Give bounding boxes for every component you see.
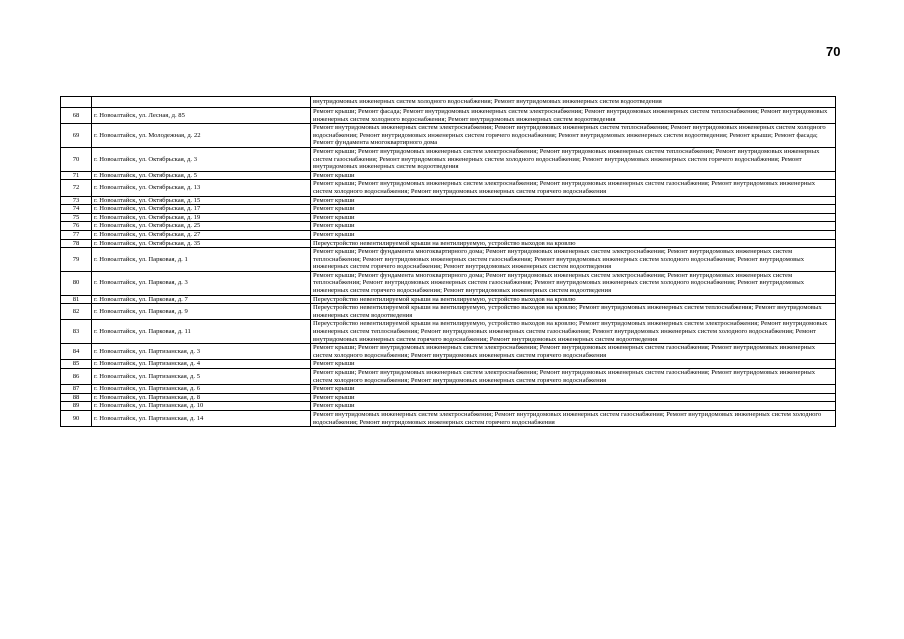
row-number-cell: 73 — [61, 196, 92, 205]
table-row — [61, 147, 836, 171]
address-cell: г. Новоалтайск, ул. Партизанская, д. 3 — [92, 344, 311, 360]
row-number-cell — [61, 97, 92, 108]
repair-table-container — [60, 96, 830, 427]
table-row — [61, 271, 836, 295]
address-cell: г. Новоалтайск, ул. Парковая, д. 9 — [92, 304, 311, 320]
works-cell: Ремонт крыши; Ремонт фасада; Ремонт внутридомовых инженерных систем электроснабжения; Ремонт внутридомовых инженерных систем теплоснабжения; Ремонт внутридомовых инженерных систем холодного водоснабжения; Ремонт внутридомовых инженерных систем водоотведения — [311, 108, 836, 124]
table-row — [61, 295, 836, 304]
row-number-cell: 68 — [61, 108, 92, 124]
address-cell: г. Новоалтайск, ул. Молодежная, д. 22 — [92, 124, 311, 148]
table-row — [61, 385, 836, 394]
works-cell: Переустройство невентилируемой крыши на вентилируемую, устройство выходов на кровлю — [311, 239, 836, 248]
table-row — [61, 180, 836, 196]
address-cell: г. Новоалтайск, ул. Октябрьская, д. 3 — [92, 147, 311, 171]
address-cell: г. Новоалтайск, ул. Парковая, д. 7 — [92, 295, 311, 304]
works-cell: Ремонт крыши; Ремонт внутридомовых инженерных систем электроснабжения; Ремонт внутридомовых инженерных систем газоснабжения; Ремонт внутридомовых инженерных систем холодного водоснабжения; Ремонт внутридомовых инженерных систем горячего водоснабжения — [311, 369, 836, 385]
works-cell: Ремонт крыши — [311, 205, 836, 214]
table-row — [61, 304, 836, 320]
table-row — [61, 124, 836, 148]
address-cell: г. Новоалтайск, ул. Партизанская, д. 8 — [92, 393, 311, 402]
table-row — [61, 230, 836, 239]
works-cell: Ремонт крыши — [311, 360, 836, 369]
works-cell: Переустройство невентилируемой крыши на вентилируемую, устройство выходов на кровлю; Ремонт внутридомовых инженерных систем электроснабжения; Ремонт внутридомовых инженерных систем теплоснабжения; Ремонт внутридомовых инженерных систем газоснабжения; Ремонт внутридомовых инженерных систем холодного водоснабжения; Ремонт внутридомовых инженерных систем горячего водоснабжения; Ремонт внутридомовых инженерных систем водоотведения — [311, 320, 836, 344]
row-number-cell: 82 — [61, 304, 92, 320]
works-cell: Ремонт крыши — [311, 171, 836, 180]
works-cell: Ремонт крыши — [311, 196, 836, 205]
row-number-cell: 79 — [61, 248, 92, 272]
works-cell: Ремонт крыши — [311, 230, 836, 239]
address-cell: г. Новоалтайск, ул. Октябрьская, д. 13 — [92, 180, 311, 196]
row-number-cell: 76 — [61, 222, 92, 231]
table-row — [61, 360, 836, 369]
table-row — [61, 222, 836, 231]
row-number-cell: 69 — [61, 124, 92, 148]
table-row — [61, 205, 836, 214]
works-cell: Ремонт внутридомовых инженерных систем электроснабжения; Ремонт внутридомовых инженерных систем газоснабжения; Ремонт внутридомовых инженерных систем холодного водоснабжения; Ремонт внутридомовых инженерных систем горячего водоснабжения — [311, 410, 836, 426]
repair-table-body — [61, 97, 836, 427]
works-cell: Ремонт крыши — [311, 222, 836, 231]
address-cell — [92, 97, 311, 108]
row-number-cell: 70 — [61, 147, 92, 171]
works-cell: Ремонт крыши — [311, 213, 836, 222]
table-row — [61, 248, 836, 272]
address-cell: г. Новоалтайск, ул. Октябрьская, д. 35 — [92, 239, 311, 248]
row-number-cell: 80 — [61, 271, 92, 295]
works-cell: Ремонт крыши — [311, 385, 836, 394]
row-number-cell: 78 — [61, 239, 92, 248]
address-cell: г. Новоалтайск, ул. Партизанская, д. 10 — [92, 402, 311, 411]
table-row — [61, 213, 836, 222]
address-cell: г. Новоалтайск, ул. Партизанская, д. 4 — [92, 360, 311, 369]
table-row — [61, 196, 836, 205]
table-row — [61, 410, 836, 426]
row-number-cell: 72 — [61, 180, 92, 196]
address-cell: г. Новоалтайск, ул. Партизанская, д. 14 — [92, 410, 311, 426]
table-row — [61, 320, 836, 344]
works-cell: Ремонт крыши — [311, 393, 836, 402]
address-cell: г. Новоалтайск, ул. Октябрьская, д. 19 — [92, 213, 311, 222]
row-number-cell: 83 — [61, 320, 92, 344]
row-number-cell: 71 — [61, 171, 92, 180]
address-cell: г. Новоалтайск, ул. Парковая, д. 3 — [92, 271, 311, 295]
works-cell: Ремонт крыши; Ремонт внутридомовых инженерных систем электроснабжения; Ремонт внутридомовых инженерных систем теплоснабжения; Ремонт внутридомовых инженерных систем газоснабжения; Ремонт внутридомовых инженерных систем холодного водоснабжения; Ремонт внутридомовых инженерных систем горячего водоснабжения; Ремонт внутридомовых инженерных систем водоотведения — [311, 147, 836, 171]
table-row — [61, 393, 836, 402]
address-cell: г. Новоалтайск, ул. Октябрьская, д. 17 — [92, 205, 311, 214]
works-cell: Ремонт крыши; Ремонт внутридомовых инженерных систем электроснабжения; Ремонт внутридомовых инженерных систем газоснабжения; Ремонт внутридомовых инженерных систем холодного водоснабжения; Ремонт внутридомовых инженерных систем горячего водоснабжения — [311, 180, 836, 196]
works-cell: Ремонт крыши — [311, 402, 836, 411]
address-cell: г. Новоалтайск, ул. Партизанская, д. 6 — [92, 385, 311, 394]
address-cell: г. Новоалтайск, ул. Октябрьская, д. 25 — [92, 222, 311, 231]
row-number-cell: 75 — [61, 213, 92, 222]
table-row — [61, 402, 836, 411]
address-cell: г. Новоалтайск, ул. Партизанская, д. 5 — [92, 369, 311, 385]
works-cell: Ремонт крыши; Ремонт фундамента многоквартирного дома; Ремонт внутридомовых инженерных систем электроснабжения; Ремонт внутридомовых инженерных систем теплоснабжения; Ремонт внутридомовых инженерных систем газоснабжения; Ремонт внутридомовых инженерных систем холодного водоснабжения; Ремонт внутридомовых инженерных систем горячего водоснабжения; Ремонт внутридомовых инженерных систем водоотведения — [311, 248, 836, 272]
table-row — [61, 97, 836, 108]
table-row — [61, 108, 836, 124]
address-cell: г. Новоалтайск, ул. Парковая, д. 1 — [92, 248, 311, 272]
repair-table — [60, 96, 836, 427]
address-cell: г. Новоалтайск, ул. Парковая, д. 11 — [92, 320, 311, 344]
row-number-cell: 88 — [61, 393, 92, 402]
table-row — [61, 369, 836, 385]
row-number-cell: 84 — [61, 344, 92, 360]
row-number-cell: 90 — [61, 410, 92, 426]
row-number-cell: 87 — [61, 385, 92, 394]
works-cell: Ремонт внутридомовых инженерных систем электроснабжения; Ремонт внутридомовых инженерных систем теплоснабжения; Ремонт внутридомовых инженерных систем холодного водоснабжения; Ремонт внутридомовых инженерных систем горячего водоснабжения; Ремонт внутридомовых инженерных систем водоотведения; Ремонт крыши; Ремонт фасада; Ремонт фундамента многоквартирного дома — [311, 124, 836, 148]
address-cell: г. Новоалтайск, ул. Октябрьская, д. 5 — [92, 171, 311, 180]
page-number: 70 — [826, 44, 841, 59]
works-cell: Переустройство невентилируемой крыши на вентилируемую, устройство выходов на кровлю; Ремонт внутридомовых инженерных систем теплоснабжения; Ремонт внутридомовых инженерных систем водоотведения — [311, 304, 836, 320]
works-cell: Ремонт крыши; Ремонт фундамента многоквартирного дома; Ремонт внутридомовых инженерных систем электроснабжения; Ремонт внутридомовых инженерных систем теплоснабжения; Ремонт внутридомовых инженерных систем газоснабжения; Ремонт внутридомовых инженерных систем холодного водоснабжения; Ремонт внутридомовых инженерных систем горячего водоснабжения; Ремонт внутридомовых инженерных систем водоотведения — [311, 271, 836, 295]
row-number-cell: 85 — [61, 360, 92, 369]
table-row — [61, 344, 836, 360]
works-cell: внутридомовых инженерных систем холодного водоснабжения; Ремонт внутридомовых инженерных систем водоотведения — [311, 97, 836, 108]
address-cell: г. Новоалтайск, ул. Лесная, д. 85 — [92, 108, 311, 124]
table-row — [61, 239, 836, 248]
address-cell: г. Новоалтайск, ул. Октябрьская, д. 27 — [92, 230, 311, 239]
table-row — [61, 171, 836, 180]
works-cell: Переустройство невентилируемой крыши на вентилируемую, устройство выходов на кровлю — [311, 295, 836, 304]
row-number-cell: 81 — [61, 295, 92, 304]
address-cell: г. Новоалтайск, ул. Октябрьская, д. 15 — [92, 196, 311, 205]
row-number-cell: 74 — [61, 205, 92, 214]
row-number-cell: 77 — [61, 230, 92, 239]
works-cell: Ремонт крыши; Ремонт внутридомовых инженерных систем электроснабжения; Ремонт внутридомовых инженерных систем газоснабжения; Ремонт внутридомовых инженерных систем холодного водоснабжения; Ремонт внутридомовых инженерных систем горячего водоснабжения — [311, 344, 836, 360]
row-number-cell: 86 — [61, 369, 92, 385]
row-number-cell: 89 — [61, 402, 92, 411]
